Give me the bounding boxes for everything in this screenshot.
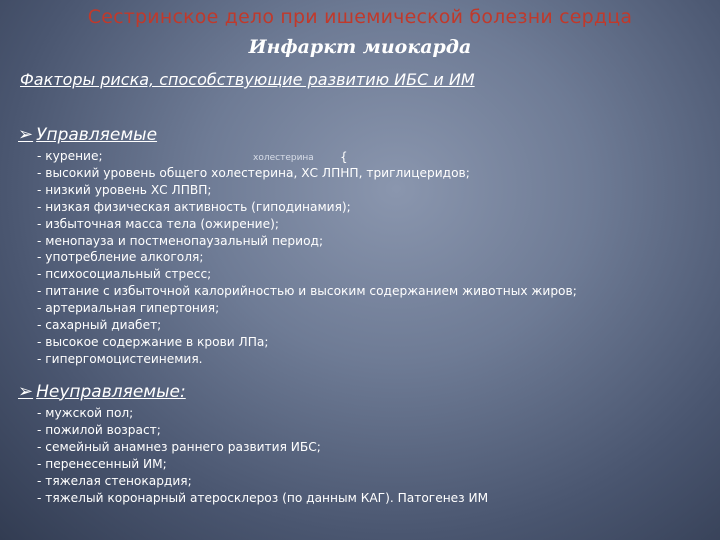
uncontrollable-heading-label: Неуправляемые: — [36, 381, 186, 402]
overlapping-text: холестерина — [253, 153, 314, 163]
brace-mark: { — [340, 150, 348, 164]
list-item: - употребление алкоголя; — [37, 250, 204, 265]
list-item: - гипергомоцистеинемия. — [37, 351, 203, 366]
list-item: - сахарный диабет; — [37, 318, 162, 333]
list-item: - питание с избыточной калорийностью и высоким содержанием животных жиров; — [37, 284, 577, 299]
slide-title: Сестринское дело при ишемической болезни сердца — [87, 6, 633, 28]
list-item: - курение; — [37, 149, 103, 163]
list-item: - высокий уровень общего холестерина, ХС ЛПНП, триглицеридов; — [37, 165, 470, 180]
list-item: - мужской пол; — [37, 406, 134, 420]
list-item: - артериальная гипертония; — [37, 301, 220, 316]
list-item: - психосоциальный стресс; — [37, 267, 212, 282]
list-item: - семейный анамнез раннего развития ИБС; — [37, 439, 321, 454]
list-item: - избыточная масса тела (ожирение); — [37, 216, 279, 231]
controllable-factors-list — [37, 148, 577, 368]
list-item: - высокое содержание в крови ЛПа; — [37, 334, 269, 349]
uncontrollable-heading — [18, 381, 186, 402]
arrow-bullet-icon: ➢ — [18, 381, 34, 402]
list-item: - тяжелый коронарный атеросклероз (по данным КАГ). Патогенез ИМ — [37, 490, 489, 505]
controllable-heading — [18, 124, 157, 145]
controllable-heading-label: Управляемые — [36, 124, 158, 145]
arrow-bullet-icon: ➢ — [18, 124, 34, 145]
list-item: - менопауза и постменопаузальный период; — [37, 233, 324, 248]
uncontrollable-factors-list — [37, 405, 488, 506]
topic-heading: Факторы риска, способствующие развитию ИБС и ИМ — [20, 70, 475, 89]
slide-subtitle: Инфаркт миокарда — [248, 36, 472, 58]
list-item: - перенесенный ИМ; — [37, 456, 167, 471]
list-item: - пожилой возраст; — [37, 422, 161, 437]
list-item: - низкая физическая активность (гиподинамия); — [37, 199, 351, 214]
list-item: - тяжелая стенокардия; — [37, 473, 192, 488]
list-item: - низкий уровень ХС ЛПВП; — [37, 182, 212, 197]
